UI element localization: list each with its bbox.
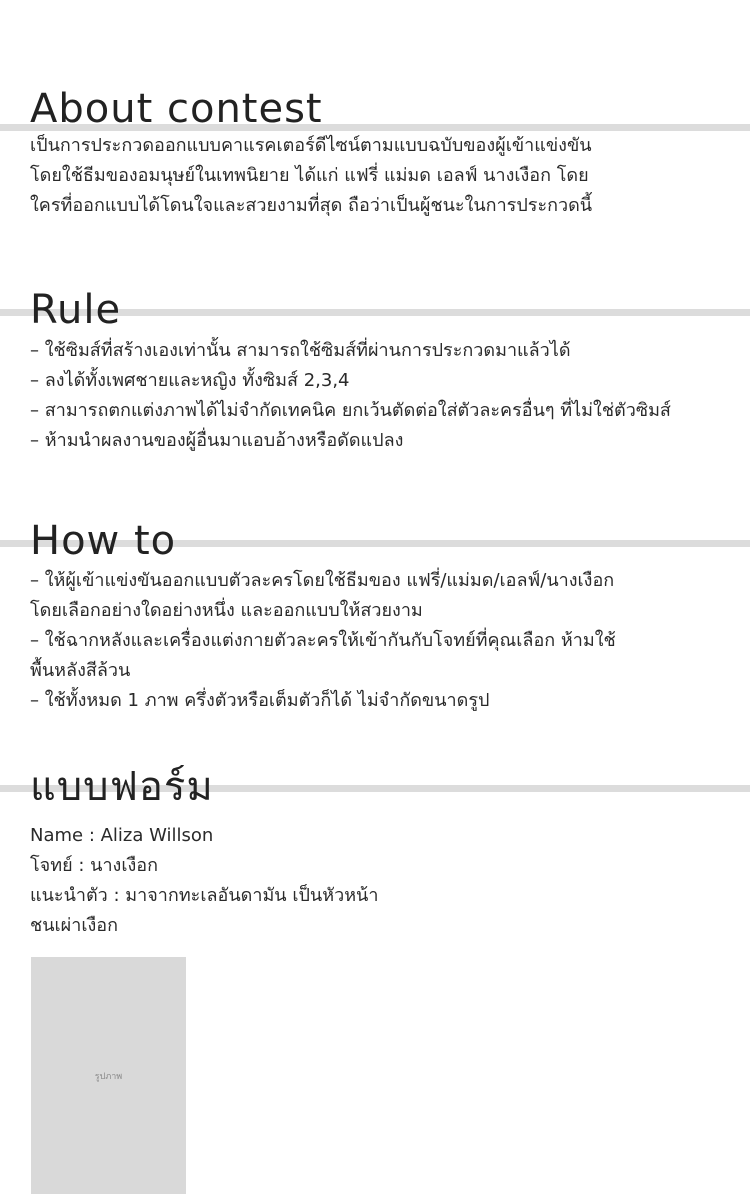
form-name-line: Name : Aliza Willson [30,825,214,846]
howto-item: – ให้ผู้เข้าแข่งขันออกแบบตัวละครโดยใช้ธีมของ แฟรี่/แม่มด/เอลฟ์/นางเงือก [30,570,615,591]
howto-item: โดยเลือกอย่างใดอย่างหนึ่ง และออกแบบให้สวยงาม [30,600,423,621]
about-heading: About contest [30,86,323,132]
about-heading-wrap [0,86,750,134]
rule-list [0,336,750,456]
rule-section [0,287,750,456]
about-line: โดยใช้ธีมของอมนุษย์ในเทพนิยาย ได้แก่ แฟรี่ แม่มด เอลฟ์ นางเงือก โดย [30,165,589,186]
about-section [0,86,750,221]
howto-item: – ใช้ฉากหลังและเครื่องแต่งกายตัวละครให้เข้ากันกับโจทย์ที่คุณเลือก ห้ามใช้ [30,630,616,651]
howto-item: พื้นหลังสีล้วน [30,660,131,681]
rule-item: – ใช้ซิมส์ที่สร้างเองเท่านั้น สามารถใช้ซิมส์ที่ผ่านการประกวดมาแล้วได้ [30,340,571,361]
rule-item: – ห้ามนำผลงานของผู้อื่นมาแอบอ้างหรือดัดแปลง [30,430,404,451]
about-line: ใครที่ออกแบบได้โดนใจและสวยงามที่สุด ถือว่าเป็นผู้ชนะในการประกวดนี้ [30,195,593,216]
photo-placeholder [31,957,186,1194]
form-intro-line: แนะนำตัว : มาจากทะเลอันดามัน เป็นหัวหน้า [30,885,379,906]
rule-heading: Rule [30,287,122,333]
about-line: เป็นการประกวดออกแบบคาแรคเตอร์ดีไซน์ตามแบบฉบับของผู้เข้าแข่งขัน [30,135,592,156]
photo-label: รูปภาพ [94,1071,123,1082]
rule-item: – สามารถตกแต่งภาพได้ไม่จำกัดเทคนิค ยกเว้นตัดต่อใส่ตัวละครอื่นๆ ที่ไม่ใช่ตัวซิมส์ [30,400,671,421]
howto-heading-wrap [0,518,750,566]
howto-section [0,518,750,716]
form-section [0,764,750,941]
form-heading: แบบฟอร์ม [30,764,214,810]
rule-item: – ลงได้ทั้งเพศชายและหญิง ทั้งซิมส์ 2,3,4 [30,370,350,391]
rule-heading-wrap [0,287,750,335]
form-fields [0,821,750,941]
form-heading-wrap [0,764,750,812]
form-theme-line: โจทย์ : นางเงือก [30,855,158,876]
howto-list [0,566,750,716]
howto-item: – ใช้ทั้งหมด 1 ภาพ ครึ่งตัวหรือเต็มตัวก็ได้ ไม่จำกัดขนาดรูป [30,690,490,711]
form-intro-line: ชนเผ่าเงือก [30,915,118,936]
howto-heading: How to [30,518,177,564]
about-text [0,131,750,221]
